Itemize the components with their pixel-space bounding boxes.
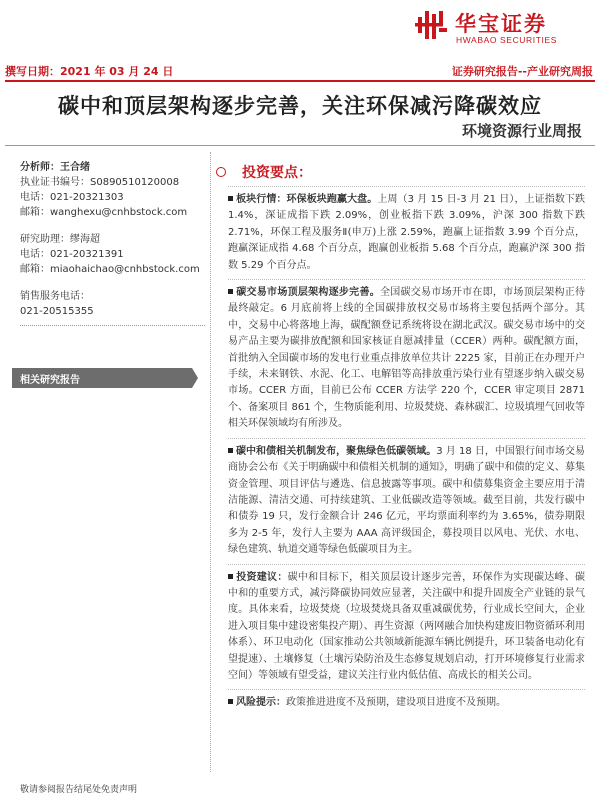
points-header: [228, 158, 585, 187]
square-bullet-icon: [228, 699, 233, 704]
report-subtitle: 环境资源行业周报: [461, 122, 582, 140]
paragraph-investment-advice: [228, 564, 585, 690]
square-bullet-icon: [228, 448, 233, 453]
analyst-name: 王合绪: [60, 162, 90, 173]
square-bullet-icon: [228, 196, 233, 201]
column-divider: [210, 152, 212, 772]
analyst-cert: 执业证书编号：S0890510120008: [20, 177, 180, 188]
analyst-phone: 电话：021-20321303: [20, 192, 124, 203]
paragraph-carbon-market: [228, 279, 585, 438]
brand-name-en: HWABAO SECURITIES: [456, 35, 558, 45]
analyst-name-line: [20, 160, 190, 175]
paragraph-text: 碳中和目标下，相关顶层设计逐步完善，环保作为实现碳达峰、碳中和的重要方式，减污降碳协同效应显著，关注碳中和提升固废全产业链的景气度。具体来看，垃圾焚烧（垃圾焚烧具备双重减碳优势，行业成长空间大，企业进入项目集中建设密集投产期）、再生资源（两网融合加快构建废旧物资循环利用体系）、环卫电动化（国家推动公共领域新能源车辆比例提升，环卫装备电动化有望提速）、土壤修复（土壤污染防治及生态修复规划启动，打开环境修复行业需求空间）等领域有望受益，建议关注行业内低估值、高成长的相关公司。: [228, 571, 586, 681]
related-reports-label: 相关研究报告: [20, 375, 80, 386]
square-bullet-icon: [228, 289, 233, 294]
disclaimer-footer: 敬请参阅报告结尾处免责声明: [20, 785, 138, 795]
sidebar-divider: [20, 325, 205, 326]
brand-logo: [415, 8, 585, 48]
hwabao-logo-icon: [415, 8, 451, 42]
assistant-name: 研究助理：缪海超: [20, 234, 100, 245]
brand-name-cn: 华宝证券: [455, 12, 547, 36]
analyst-label: 分析师：: [20, 162, 60, 173]
related-reports-band: [12, 368, 192, 388]
paragraph-text: 全国碳交易市场开市在即，市场顶层架构正待最终敲定。6 月底前将上线的全国碳排放权交易市场将主要包括两个部分。其中，交易中心将落地上海，碳配额登记系统将设在湖北武汉。碳交易市场中的交易产品主要为碳排放配额和国家核证自愿减排量（CCER）两种。碳配额方面，首批纳入全国碳市场的发电行业重点排放单位共计 2225 家，目前正在办理开户手续，未来钢铁、水泥、化工、电解铝等高排放重污染行业有望逐步纳入碳交易市场。CCER 方面，目前已公布 CCER 方法学 220 个，CCER 审定项目 2871 个、备案项目 861 个，生物质能利用、垃圾焚烧、森林碳汇、垃圾填埋气回收等相关环保领域均有所涉及。: [228, 287, 586, 430]
paragraph-market: [228, 187, 585, 279]
report-title: 碳中和顶层架构逐步完善，关注环保减污降碳效应: [58, 94, 542, 118]
paragraph-lead: 投资建议：: [236, 571, 288, 583]
sales-phone: 021-20515355: [20, 306, 94, 317]
square-bullet-icon: [228, 574, 233, 579]
header-divider: [5, 80, 595, 82]
report-category: 证券研究报告--产业研究周报: [451, 65, 593, 78]
analyst-sidebar: [20, 160, 200, 326]
report-header-bar: [5, 60, 595, 78]
circle-bullet-icon: [216, 167, 226, 177]
paragraph-text: 3 月 18 日，中国银行间市场交易商协会公布《关于明确碳中和债相关机制的通知》，明确了碳中和债的定义、募集资金管理、项目评估与遴选、信息披露等事项。碳中和债募集资金主要应用于清洁能源、清洁交通、可持续建筑、工业低碳改造等领域。截至目前，共发行碳中和债券 19 只，发行金额合计 246 亿元，平均票面利率约为 3.65%，债券期限多为 2-5 年，发行人主要为 AAA 高评级国企，募投项目以风电、光伏、水电、绿色建筑、轨道交通等绿色低碳项目为主。: [228, 445, 586, 556]
paragraph-lead: 碳交易市场顶层架构逐步完善。: [236, 287, 380, 299]
paragraph-lead: 碳中和债相关机制发布，聚焦绿色低碳领域。: [236, 445, 437, 457]
investment-points: [228, 158, 585, 717]
report-date: 撰写日期：2021 年 03 月 24 日: [5, 65, 174, 78]
paragraph-text: 上周（3 月 15 日-3 月 21 日），上证指数下跌 1.4%，深证成指下跌 2.09%，创业板指下跌 3.09%，沪深 300 指数下跌 2.71%，环保工程及服务Ⅱ(申万)上涨 2.59%，跑赢上证指数 3.99 个百分点，跑赢深证成指 4.68 个百分点，跑赢创业板指 5.68 个百分点，跑赢沪深 300 指数 5.29 个百分点。: [228, 194, 586, 271]
sales-label: 销售服务电话：: [20, 291, 90, 302]
assistant-phone: 电话：021-20321391: [20, 249, 124, 260]
paragraph-lead: 风险提示：: [236, 697, 286, 709]
paragraph-text: 政策推进进度不及预期，建设项目进度不及预期。: [286, 697, 506, 709]
title-divider: [5, 145, 595, 146]
assistant-email[interactable]: 邮箱：miaohaichao@cnhbstock.com: [20, 264, 200, 275]
paragraph-lead: 板块行情：环保板块跑赢大盘。: [236, 194, 378, 205]
paragraph-carbon-bonds: [228, 438, 585, 564]
analyst-email[interactable]: 邮箱：wanghexu@cnhbstock.com: [20, 207, 188, 218]
points-title: 投资要点：: [242, 165, 312, 181]
paragraph-risk: [228, 689, 585, 716]
